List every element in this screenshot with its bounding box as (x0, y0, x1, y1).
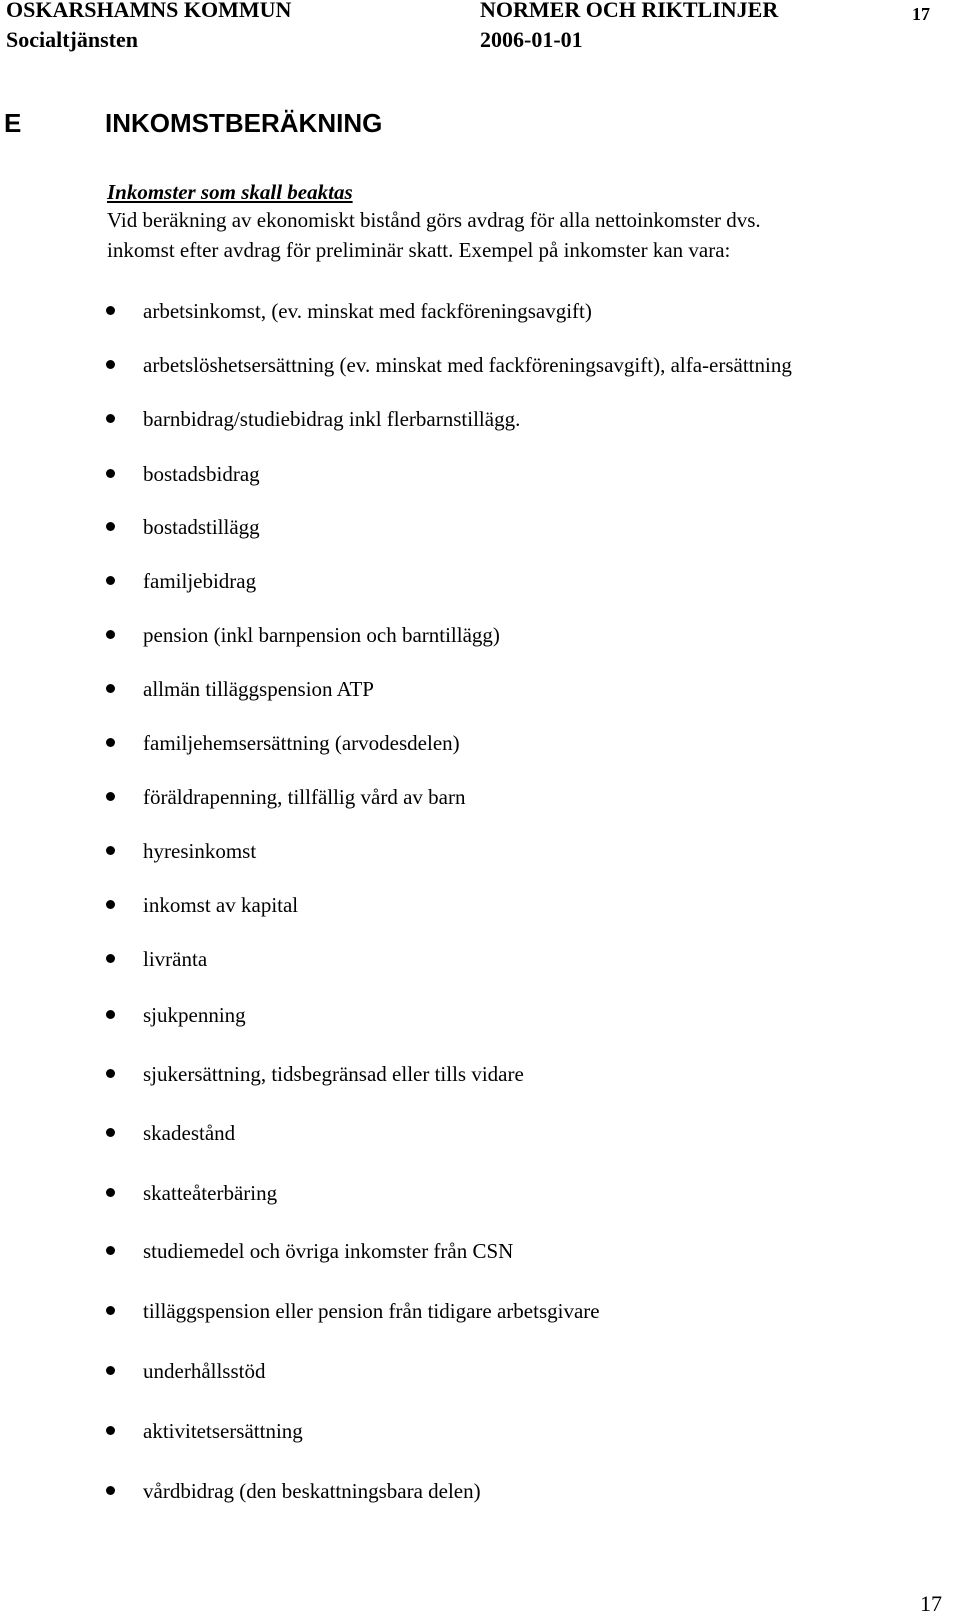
list-item (0, 1418, 960, 1448)
list-item (0, 676, 960, 706)
list-item-text: bostadstillägg (143, 515, 260, 539)
list-item-text: skadestånd (143, 1121, 236, 1145)
list-item-text: skatteåterbäring (143, 1181, 278, 1205)
list-item (0, 838, 960, 868)
list-item-text: föräldrapenning, tillfällig vård av barn (143, 785, 466, 809)
bullet-icon (106, 306, 115, 315)
intro-line-1: Vid beräkning av ekonomiskt bistånd görs avdrag för alla nettoinkomster dvs. (107, 208, 761, 232)
list-item (0, 946, 960, 976)
list-item-text: underhållsstöd (143, 1359, 266, 1383)
bullet-icon (106, 414, 115, 423)
list-item (0, 1061, 960, 1091)
header-org: OSKARSHAMNS KOMMUN (6, 0, 292, 22)
list-item (0, 1358, 960, 1388)
list-item-text: livränta (143, 947, 208, 971)
bullet-icon (106, 630, 115, 639)
bullet-icon (106, 1246, 115, 1255)
list-item (0, 1180, 960, 1210)
list-item-text: vårdbidrag (den beskattningsbara delen) (143, 1479, 481, 1503)
list-item-text: inkomst av kapital (143, 893, 299, 917)
bullet-icon (106, 846, 115, 855)
list-item (0, 461, 960, 491)
bullet-icon (106, 1366, 115, 1375)
bullet-icon (106, 1306, 115, 1315)
list-item (0, 784, 960, 814)
bullet-icon (106, 684, 115, 693)
section-title: INKOMSTBERÄKNING (105, 108, 383, 138)
list-item (0, 1002, 960, 1032)
list-item-text: barnbidrag/studiebidrag inkl flerbarnstillägg. (143, 407, 521, 431)
list-item (0, 892, 960, 922)
list-item-text: sjukpenning (143, 1003, 246, 1027)
header-page-number: 17 (912, 4, 930, 24)
list-item (0, 1120, 960, 1150)
list-item-text: sjukersättning, tidsbegränsad eller tills vidare (143, 1062, 524, 1086)
list-item-text: studiemedel och övriga inkomster från CSN (143, 1239, 514, 1263)
bullet-icon (106, 1426, 115, 1435)
bullet-icon (106, 1486, 115, 1495)
list-item-text: bostadsbidrag (143, 462, 260, 486)
list-item (0, 1298, 960, 1328)
list-item (0, 1238, 960, 1268)
list-item-text: hyresinkomst (143, 839, 257, 863)
footer-page-number: 17 (920, 1591, 942, 1616)
list-item (0, 622, 960, 652)
list-item-text: pension (inkl barnpension och barntillägg) (143, 623, 500, 647)
list-item (0, 730, 960, 760)
header-doc-title: NORMER OCH RIKTLINJER (480, 0, 779, 22)
bullet-icon (106, 360, 115, 369)
list-item (0, 514, 960, 544)
section-letter: E (4, 108, 22, 138)
bullet-icon (106, 792, 115, 801)
list-item-text: familjehemsersättning (arvodesdelen) (143, 731, 460, 755)
list-item (0, 1478, 960, 1508)
bullet-icon (106, 1128, 115, 1137)
list-item (0, 568, 960, 598)
list-item-text: arbetsinkomst, (ev. minskat med fackföreningsavgift) (143, 299, 592, 323)
list-item-text: arbetslöshetsersättning (ev. minskat med fackföreningsavgift), alfa-ersättning (143, 353, 792, 377)
bullet-icon (106, 954, 115, 963)
list-item (0, 352, 960, 382)
list-item-text: familjebidrag (143, 569, 257, 593)
header-dept: Socialtjänsten (6, 27, 138, 52)
bullet-icon (106, 900, 115, 909)
bullet-icon (106, 469, 115, 478)
header-date: 2006-01-01 (480, 27, 583, 52)
list-item-text: aktivitetsersättning (143, 1419, 303, 1443)
bullet-icon (106, 1069, 115, 1078)
bullet-icon (106, 576, 115, 585)
list-item-text: tilläggspension eller pension från tidigare arbetsgivare (143, 1299, 600, 1323)
bullet-icon (106, 1010, 115, 1019)
intro-line-2: inkomst efter avdrag för preliminär skatt. Exempel på inkomster kan vara: (107, 238, 731, 262)
bullet-icon (106, 738, 115, 747)
list-item (0, 298, 960, 328)
list-item-text: allmän tilläggspension ATP (143, 677, 374, 701)
subheading: Inkomster som skall beaktas (107, 180, 353, 204)
bullet-icon (106, 522, 115, 531)
bullet-icon (106, 1188, 115, 1197)
list-item (0, 406, 960, 436)
